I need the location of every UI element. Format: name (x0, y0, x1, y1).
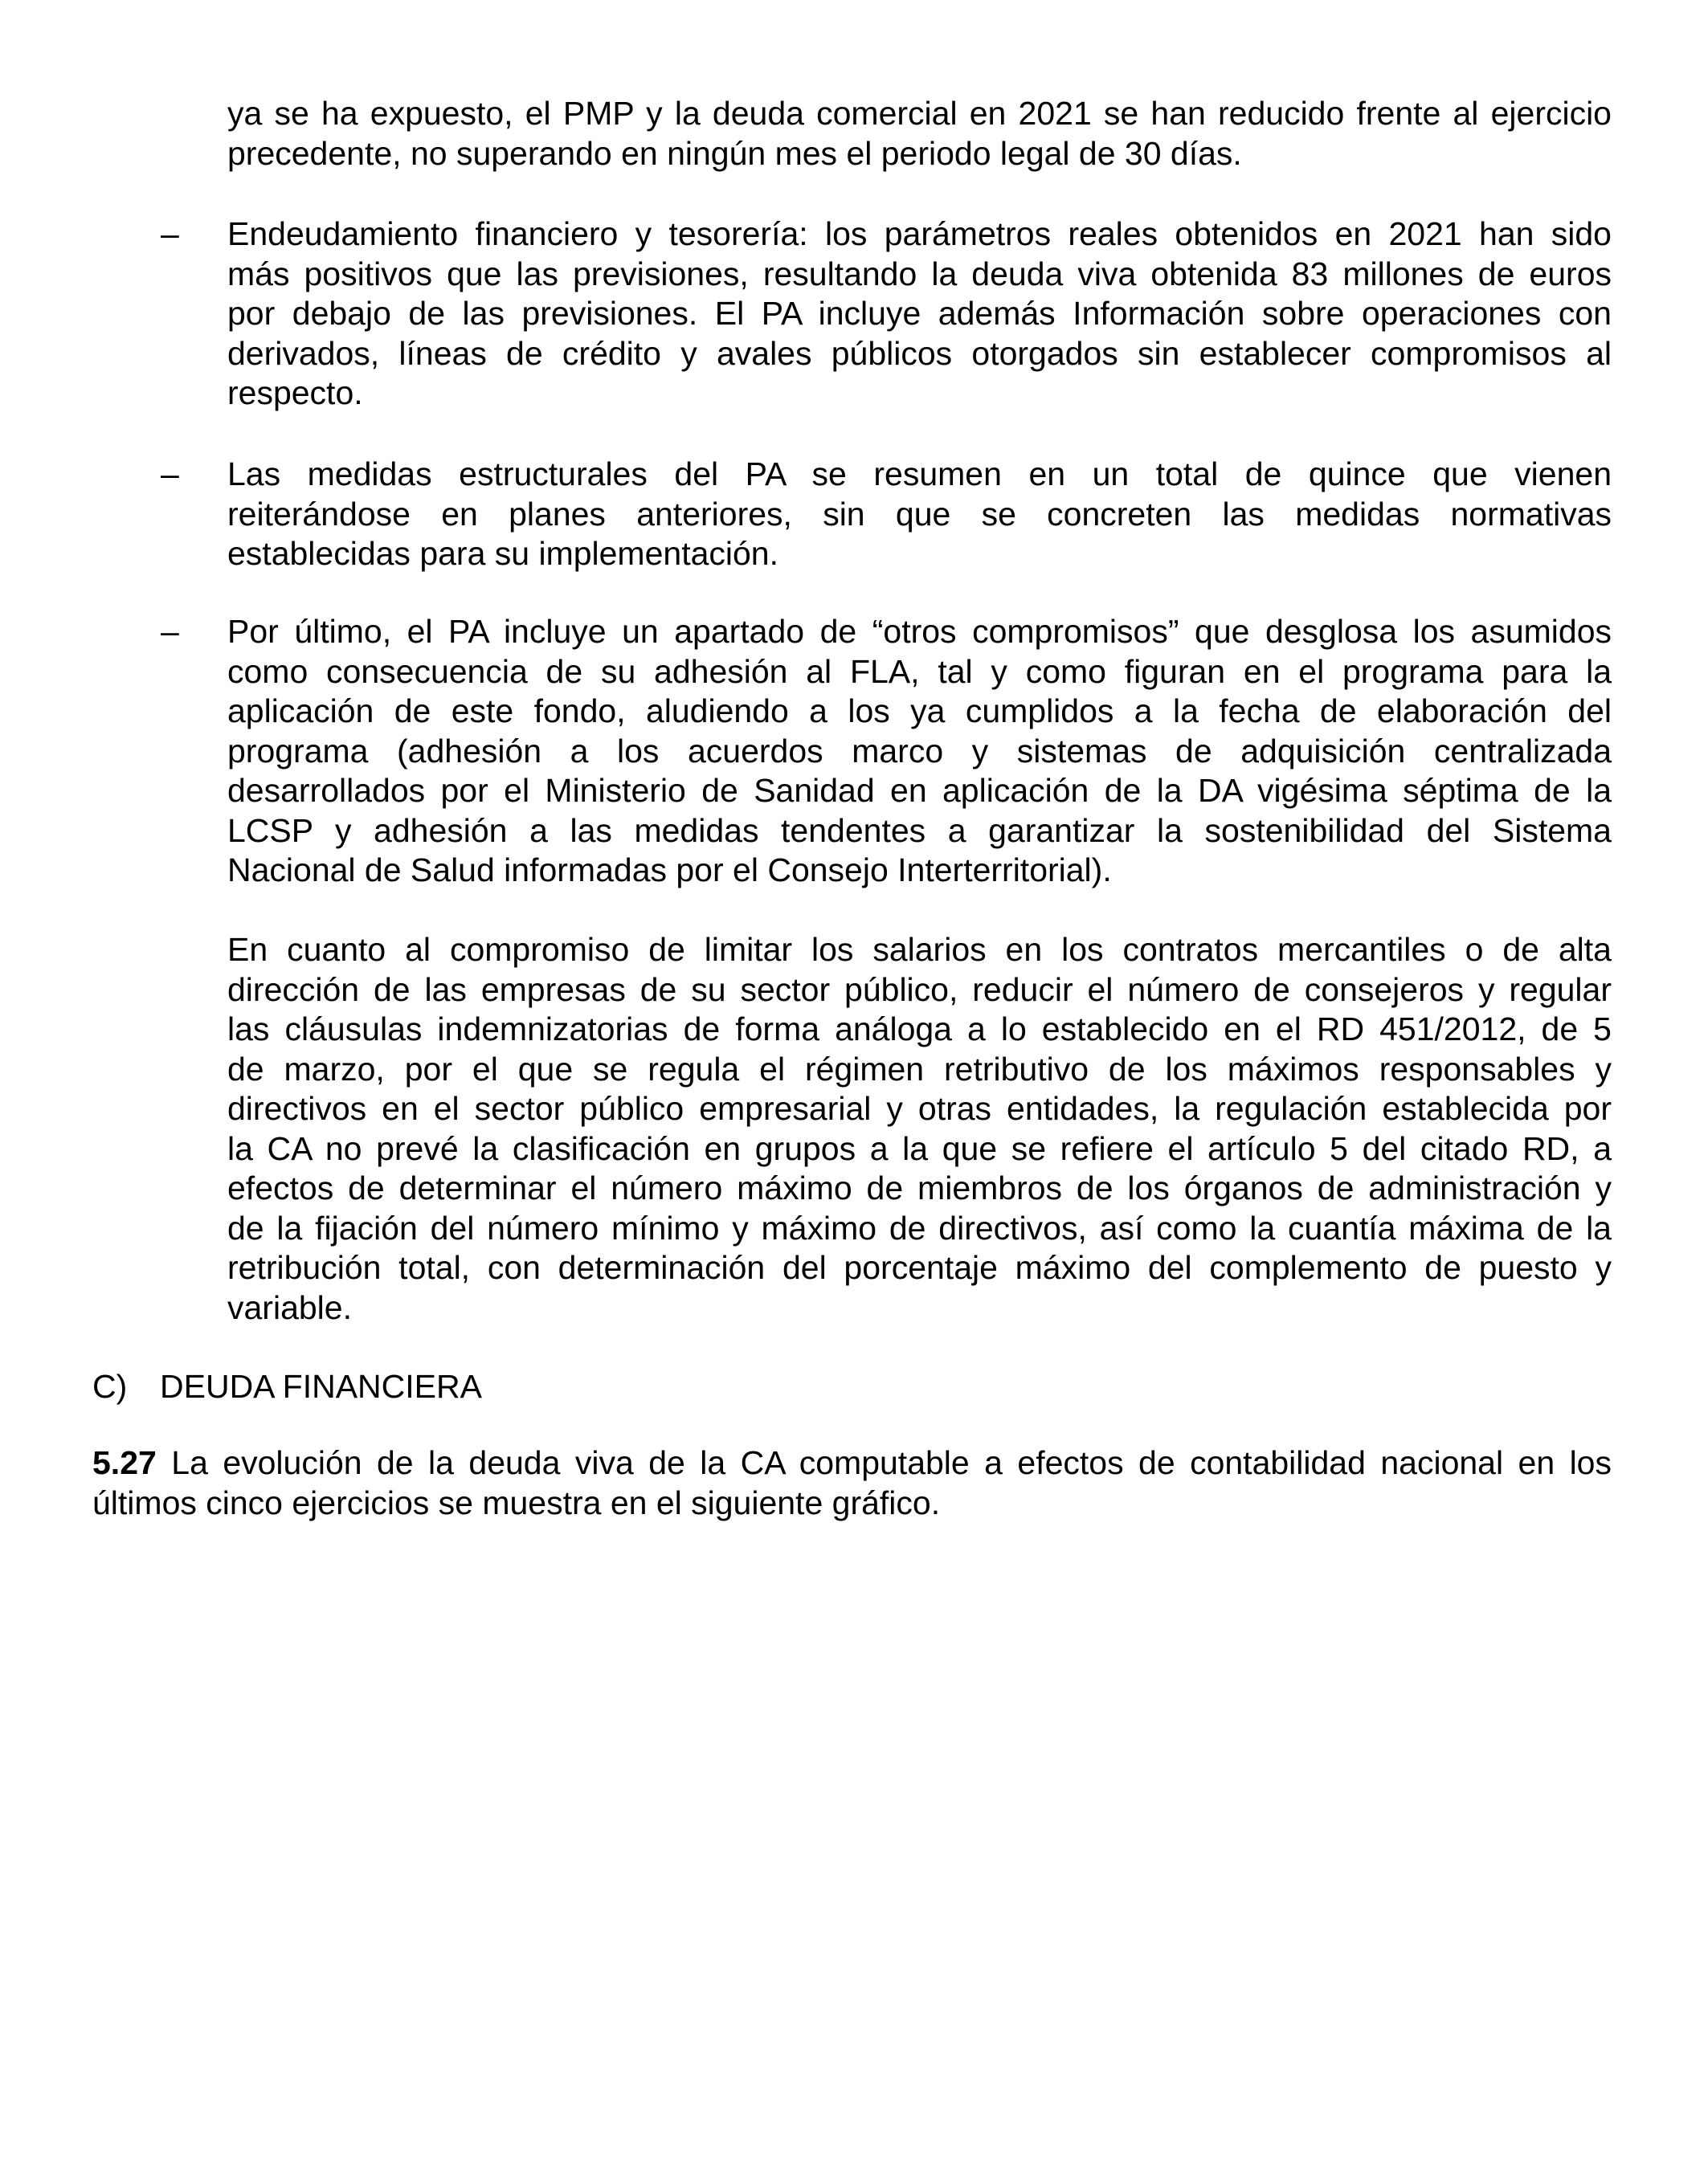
paragraph-line: efectos de determinar el número máximo de miembros de los órganos de administración y (227, 1170, 1612, 1206)
paragraph-line: En cuanto al compromiso de limitar los salarios en los contratos mercantiles o de alta (227, 931, 1612, 968)
paragraph-line: de marzo, por el que se regula el régimen retributivo de los máximos responsables y (227, 1050, 1612, 1088)
bullet-dash-icon: – (161, 455, 179, 492)
paragraph-5-27 (92, 1443, 1612, 1523)
paragraph-line: directivos en el sector público empresarial y otras entidades, la regulación establecida por (227, 1090, 1612, 1127)
paragraph-line: de la fijación del número mínimo y máximo de directivos, así como la cuantía máxima de la (227, 1209, 1612, 1247)
paragraph-line: derivados, líneas de crédito y avales públicos otorgados sin establecer compromisos al (227, 334, 1612, 372)
paragraph-line: precedente, no superando en ningún mes el periodo legal de 30 días. (227, 134, 1242, 172)
bullet-dash-icon: – (161, 613, 179, 650)
paragraph-line: respecto. (227, 374, 363, 411)
paragraph-endeudamiento (227, 214, 1612, 414)
paragraph-line: Endeudamiento financiero y tesorería: los parámetros reales obtenidos en 2021 han sido (227, 215, 1612, 252)
paragraph-continuation (227, 94, 1612, 173)
section-label: C) (92, 1368, 128, 1405)
paragraph-line: establecidas para su implementación. (227, 535, 778, 572)
paragraph-line: más positivos que las previsiones, resultando la deuda viva obtenida 83 millones de euros (227, 255, 1612, 292)
paragraph-line: programa (adhesión a los acuerdos marco y sistemas de adquisición centralizada (227, 732, 1612, 770)
paragraph-line: últimos cinco ejercicios se muestra en el siguiente gráfico. (92, 1484, 941, 1521)
paragraph-line: reiterándose en planes anteriores, sin que se concreten las medidas normativas (227, 495, 1612, 533)
paragraph-line: variable. (227, 1288, 352, 1326)
paragraph-line: retribución total, con determinación del porcentaje máximo del complemento de puesto y (227, 1249, 1612, 1286)
paragraph-number: 5.27 (92, 1444, 157, 1481)
paragraph-line: las cláusulas indemnizatorias de forma análoga a lo establecido en el RD 451/2012, de 5 (227, 1010, 1612, 1047)
bullet-dash-icon: – (161, 215, 179, 252)
paragraph-line: Nacional de Salud informadas por el Consejo Interterritorial). (227, 851, 1112, 888)
paragraph-line: por debajo de las previsiones. El PA incluye además Información sobre operaciones con (227, 295, 1612, 332)
paragraph-line: como consecuencia de su adhesión al FLA, tal y como figuran en el programa para la (227, 652, 1612, 690)
paragraph-salarios (227, 930, 1612, 1328)
paragraph-medidas (227, 455, 1612, 574)
paragraph-line: desarrollados por el Ministerio de Sanidad en aplicación de la DA vigésima séptima de la (227, 772, 1612, 809)
paragraph-line: aplicación de este fondo, aludiendo a los ya cumplidos a la fecha de elaboración del (227, 692, 1612, 729)
paragraph-otros-compromisos (227, 612, 1612, 891)
paragraph-line: ya se ha expuesto, el PMP y la deuda comercial en 2021 se han reducido frente al ejercicio (227, 95, 1612, 132)
paragraph-line: LCSP y adhesión a las medidas tendentes a garantizar la sostenibilidad del Sistema (227, 811, 1612, 849)
paragraph-line: Las medidas estructurales del PA se resumen en un total de quince que vienen (227, 455, 1612, 492)
section-heading (92, 1367, 482, 1407)
paragraph-line: la CA no prevé la clasificación en grupos a la que se refiere el artículo 5 del citado RD, a (227, 1129, 1612, 1167)
paragraph-line: dirección de las empresas de su sector público, reducir el número de consejeros y regular (227, 970, 1612, 1008)
section-title: DEUDA FINANCIERA (160, 1368, 482, 1405)
paragraph-line: Por último, el PA incluye un apartado de “otros compromisos” que desglosa los asumidos (227, 613, 1612, 650)
paragraph-line: La evolución de la deuda viva de la CA computable a efectos de contabilidad nacional en los (171, 1444, 1612, 1481)
